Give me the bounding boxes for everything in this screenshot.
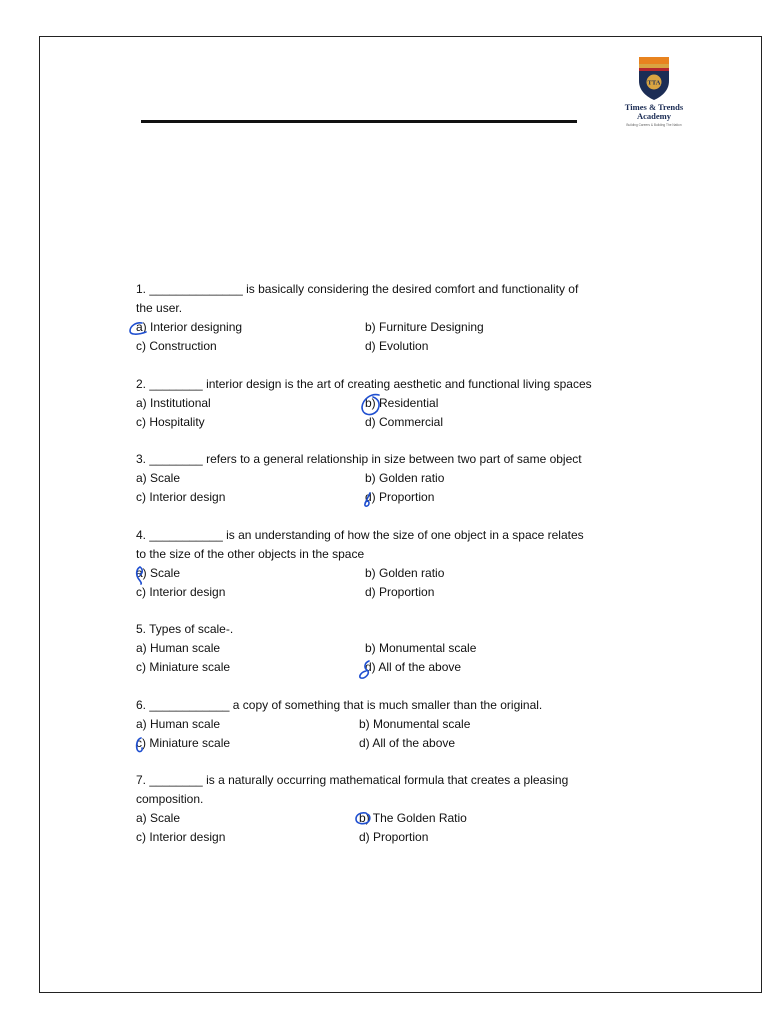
shield-emblem-icon <box>637 55 671 101</box>
option-c[interactable]: c) Miniature scale <box>136 734 359 753</box>
question-2 <box>136 375 716 432</box>
option-d[interactable]: d) Commercial <box>365 414 444 429</box>
option-d[interactable]: d) Proportion <box>365 584 435 599</box>
option-a[interactable]: a) Scale <box>136 471 181 485</box>
question-text: 1. ______________ is basically considering the desired comfort and functionality of the user. <box>136 282 582 315</box>
question-7 <box>136 771 716 847</box>
option-c[interactable]: c) Interior design <box>136 584 226 599</box>
question-4 <box>136 526 716 602</box>
option-d[interactable]: d) All of the above <box>359 735 456 750</box>
option-c[interactable]: c) Hospitality <box>136 414 205 429</box>
option-a[interactable]: a) Scale <box>136 564 365 583</box>
option-a[interactable]: a) Human scale <box>136 716 221 731</box>
option-grid <box>136 639 716 677</box>
academy-name <box>618 103 690 121</box>
question-5 <box>136 620 716 677</box>
academy-logo <box>618 55 690 127</box>
academy-name-line2: Academy <box>637 111 671 121</box>
question-list <box>136 280 716 866</box>
option-d[interactable]: d) Evolution <box>365 339 429 353</box>
exam-page <box>39 36 762 993</box>
question-text: 2. ________ interior design is the art of creating aesthetic and functional living spaces <box>136 376 592 391</box>
question-text: 6. ____________ a copy of something that is much smaller than the original. <box>136 697 543 712</box>
question-text: 4. ___________ is an understanding of how the size of one object in a space relates to the size of the other objects in the space <box>136 527 587 561</box>
emblem-text: TTA <box>647 79 661 87</box>
option-grid <box>136 318 716 356</box>
option-grid <box>136 564 716 602</box>
option-a[interactable]: a) Institutional <box>136 395 211 410</box>
option-c[interactable]: c) Miniature scale <box>136 660 231 674</box>
option-d[interactable]: d) Proportion <box>365 488 716 507</box>
option-b[interactable]: b) Residential <box>365 394 716 413</box>
option-b[interactable]: b) Furniture Designing <box>365 320 484 334</box>
option-d[interactable]: d) All of the above <box>365 658 716 677</box>
question-text: 3. ________ refers to a general relationship in size between two part of same object <box>136 452 582 466</box>
question-6 <box>136 696 716 753</box>
option-b[interactable]: b) Monumental scale <box>365 641 477 655</box>
question-1 <box>136 280 716 356</box>
option-b[interactable]: b) Monumental scale <box>359 716 471 731</box>
option-b[interactable]: b) Golden ratio <box>365 471 445 485</box>
option-a[interactable]: a) Scale <box>136 811 181 825</box>
question-text: 7. ________ is a naturally occurring mathematical formula that creates a pleasing composition. <box>136 773 572 806</box>
option-grid <box>136 394 716 432</box>
option-grid <box>136 469 716 507</box>
option-grid <box>136 809 716 847</box>
option-a[interactable]: a) Human scale <box>136 641 221 655</box>
question-text: 5. Types of scale-. <box>136 622 234 636</box>
question-3 <box>136 450 716 507</box>
title-underline <box>141 120 577 123</box>
option-b[interactable]: b) Golden ratio <box>365 565 445 580</box>
academy-name-line1: Times & Trends <box>624 102 684 112</box>
option-a[interactable]: a) Interior designing <box>136 318 365 337</box>
option-d[interactable]: d) Proportion <box>359 830 429 844</box>
option-c[interactable]: c) Interior design <box>136 490 226 504</box>
option-b[interactable]: b) The Golden Ratio <box>359 809 716 828</box>
academy-tagline: Building Careers & Building The Nation <box>626 123 682 127</box>
option-grid <box>136 715 716 753</box>
option-c[interactable]: c) Construction <box>136 339 217 353</box>
option-c[interactable]: c) Interior design <box>136 830 226 844</box>
